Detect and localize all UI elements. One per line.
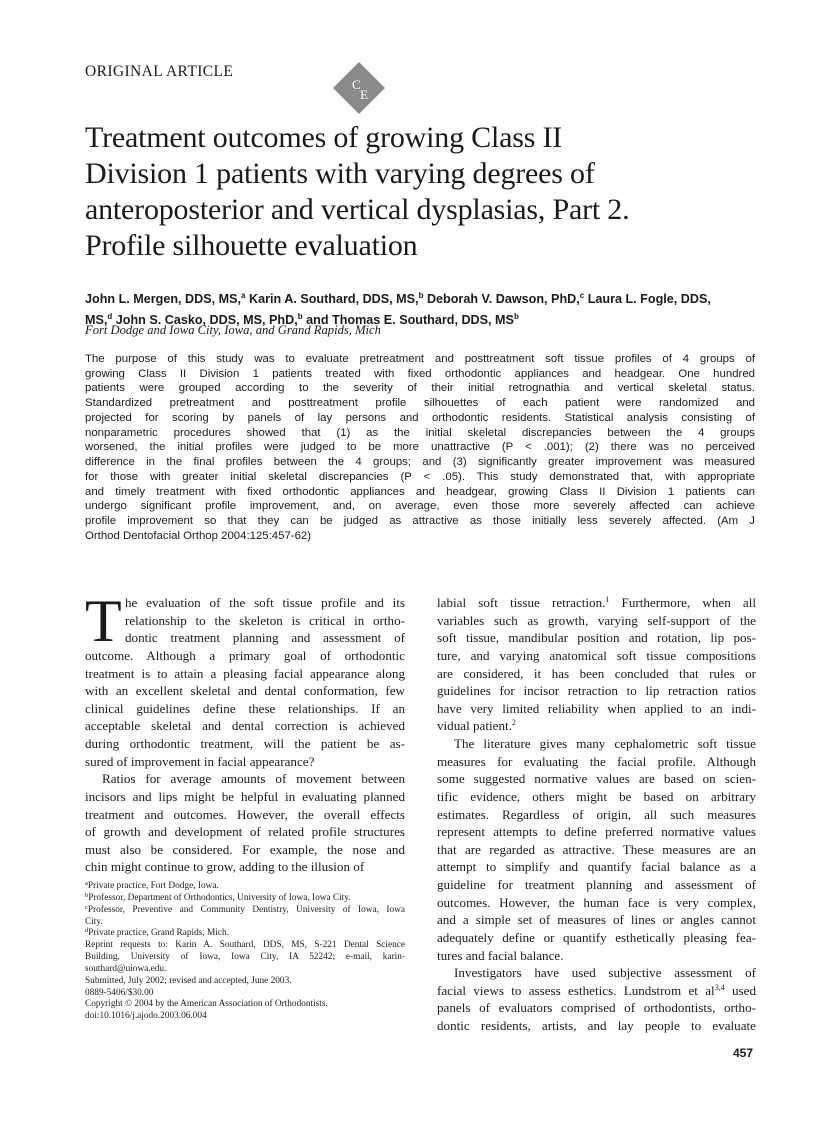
footnote-marker: a [85,880,88,887]
drop-cap: T [85,588,122,654]
body-line: of growth and development of related profile structures [85,824,405,840]
body-line: facial views to assess esthetics. Lundstrom et al$^{3,4}$ used [437,982,756,998]
author-affiliation-marker: b [513,312,519,321]
author-affiliation-marker: b [297,312,303,321]
footnote-text: Reprint requests to: Karin A. Southard, DDS, MS, S-221 Dental Science [85,940,405,951]
body-line: tures and facial balance. [437,947,564,963]
footnote-text: Building, University of Iowa, Iowa City, IA 52242; e-mail, karin- [85,952,405,963]
body-line: outcome. Although a primary goal of orthodontic [85,647,405,663]
body-line: are considered, it has been concluded that rules or [437,665,756,681]
footnote-line [85,999,405,1011]
body-line: guidelines for incisor retraction to lip retraction ratios [437,683,756,699]
author-name: Deborah V. Dawson, PhD, [423,292,580,306]
abstract-line: Orthod Dentofacial Orthop 2004:125:457-62) [85,529,312,542]
body-line: estimates. Regardless of origin, all such measures [437,806,756,822]
body-line: measures for evaluating the facial profile. Although [437,753,756,769]
body-line: adequately define or quantify esthetically pleasing fea- [437,929,756,945]
footnote-text: Submitted, July 2002; revised and accepted, June 2003. [85,975,292,986]
title-line: Profile silhouette evaluation [85,229,418,262]
abstract-line: and timely treatment with fixed orthodontic appliances and headgear, growing Class II Division 1 patients can [85,485,755,498]
footnote-line [85,928,405,940]
author-name: Karin A. Southard, DDS, MS, [245,292,419,306]
author-affiliation: Fort Dodge and Iowa City, Iowa, and Grand Rapids, Mich [85,323,381,337]
body-line: treatment and outcomes. However, the overall effects [85,806,405,822]
footnote-line [85,1011,405,1023]
body-line: soft tissue, mandibular position and rotation, lip pos- [437,630,756,646]
citation-ref: 3,4 [714,982,725,992]
body-line: relationship to the skeleton is critical in ortho- [125,612,405,628]
abstract-line: projected for scoring by panels of lay persons and orthodontic residents. Statistical analysis consisting of [85,411,755,424]
title-line: anteroposterior and vertical dysplasias, Part 2. [85,193,630,226]
svg-text:C: C [352,77,361,92]
footnote-line [85,881,405,893]
footnote-text: Professor, Department of Orthodontics, University of Iowa, Iowa City. [88,892,351,903]
footnote-marker: d [85,927,89,935]
body-line: vidual patient.$^2$ [437,718,516,734]
body-line: represent attempts to define preferred normative values [437,824,756,840]
footnote-text: southard@uiowa.edu. [85,963,167,974]
body-column-left [85,588,405,876]
body-line: must also be considered. For example, the nose and [85,841,405,857]
body-line: variables such as growth, varying self-support of the [437,612,756,628]
footnote-marker: b [85,891,89,899]
body-line: have very limited reliability when applied to an indi- [437,700,756,716]
abstract-line: The purpose of this study was to evaluate pretreatment and posttreatment soft tissue profiles of 4 groups of [85,353,755,365]
author-affiliation-marker: d [107,312,113,321]
footnote-line [85,917,405,929]
body-line: that are regarded as attractive. These measures are an [437,841,756,857]
footnote-line [85,905,405,917]
footnote-text: City. [85,916,103,927]
abstract-line: difference in the final profiles between the 4 groups; and (3) significantly greater improvement was measured [85,456,755,469]
author-line-1 [85,287,765,308]
footnote-line [85,988,405,1000]
footnote-text: Private practice, Grand Rapids, Mich. [88,928,229,939]
title-line: Treatment outcomes of growing Class II [85,121,563,154]
body-line: sured of improvement in facial appearance? [85,753,315,769]
article-title [85,120,775,264]
svg-text:E: E [360,87,368,102]
abstract [85,352,755,544]
footnote-text: Professor, Preventive and Community Dentistry, University of Iowa, Iowa [87,904,405,915]
body-line: ture, and varying anatomical soft tissue compositions [437,647,756,663]
author-affiliation-marker: c [579,291,585,300]
author-name: John S. Casko, DDS, MS, PhD, [112,313,298,327]
author-name: MS, [85,313,108,327]
body-line: during orthodontic treatment, will the patient be as- [85,736,405,751]
body-line: chin might continue to grow, adding to the illusion of [85,859,365,875]
abstract-line: growing Class II Division 1 patients treated with fixed orthodontic appliances and headgear. One hundred [85,367,755,380]
body-line: outcomes. However, the human face is very complex, [437,894,756,910]
body-line: incisors and lips might be helpful in evaluating planned [85,788,405,804]
author-name: John L. Mergen, DDS, MS, [85,292,242,306]
footnote-marker: c [85,903,88,911]
body-line: acceptable skeletal and dental correction is achieved [85,718,405,734]
abstract-line: profile improvement so that they can be judged as attractive as those initially less severely affected. (Am J [85,515,755,528]
body-line: with an excellent skeletal and dental conformation, few [85,683,405,699]
abstract-line: undergo significant profile improvement, and, on average, even those more severely affected can achieve [85,500,755,513]
body-line: dontic residents, artists, and lay people to evaluate [437,1018,756,1033]
body-line: attempt to simplify and quantify facial balance as a [437,859,756,875]
abstract-line: patients were grouped according to the severity of their initial retrognathia and vertical skeletal status. [85,382,755,395]
footnote-text: doi:10.1016/j.ajodo.2003.06.004 [85,1011,207,1022]
body-line: Investigators have used subjective assessment of [454,965,756,981]
footnotes [85,881,405,1023]
body-line: labial soft tissue retraction.$^1$ Furthermore, when all [437,595,756,610]
section-label: ORIGINAL ARTICLE [85,63,234,80]
footnote-text: Copyright © 2004 by the American Association of Orthodontists. [85,999,328,1010]
author-name: and Thomas E. Southard, DDS, MS [302,313,514,327]
abstract-line: nonparametric procedures showed that (1) as the initial skeletal discrepancies between the 4 groups [85,426,755,439]
body-line: dontic treatment planning and assessment of [125,630,405,646]
body-line: tific evidence, others might be based on arbitrary [437,788,756,804]
abstract-line: worsened, the initial profiles were judged to be more unattractive (P < .001); (2) there was no perceived [85,441,755,454]
citation-ref: 1 [605,595,610,604]
body-line: The literature gives many cephalometric soft tissue [454,736,756,751]
footnote-line [85,893,405,905]
title-line: Division 1 patients with varying degrees of [85,157,595,190]
ce-badge-icon [331,60,387,116]
body-line: panels of evaluators comprised of orthodontists, ortho- [437,1000,756,1016]
author-name: Laura L. Fogle, DDS, [584,292,711,306]
body-column-right [437,594,756,1035]
footnote-line [85,952,405,964]
footnote-line [85,964,405,976]
author-affiliation-marker: a [241,291,246,300]
abstract-line: Standardized pretreatment and posttreatment profile silhouettes of each patient were randomized and [85,397,755,410]
abstract-line: for those with greater initial skeletal discrepancies (P < .05). This study demonstrated that, with appropriate [85,470,755,483]
footnote-text: Private practice, Fort Dodge, Iowa. [87,881,219,891]
body-line: Ratios for average amounts of movement between [102,771,405,787]
footnote-line [85,940,405,952]
footnote-line [85,976,405,988]
body-line: he evaluation of the soft tissue profile and its [125,595,405,610]
body-line: clinical guidelines define these relationships. If an [85,700,405,716]
body-line: guideline for treatment planning and assessment of [437,877,756,892]
citation-ref: 2 [511,718,516,728]
footnote-text: 0889-5406/$30.00 [85,987,154,998]
page-number: 457 [733,1046,754,1060]
body-line: and a simple set of measures of lines or angles cannot [437,912,756,928]
body-line: some suggested normative values are based on scien- [437,771,756,787]
body-line: treatment is to attain a pleasing facial appearance along [85,665,405,681]
author-affiliation-marker: b [418,291,424,300]
